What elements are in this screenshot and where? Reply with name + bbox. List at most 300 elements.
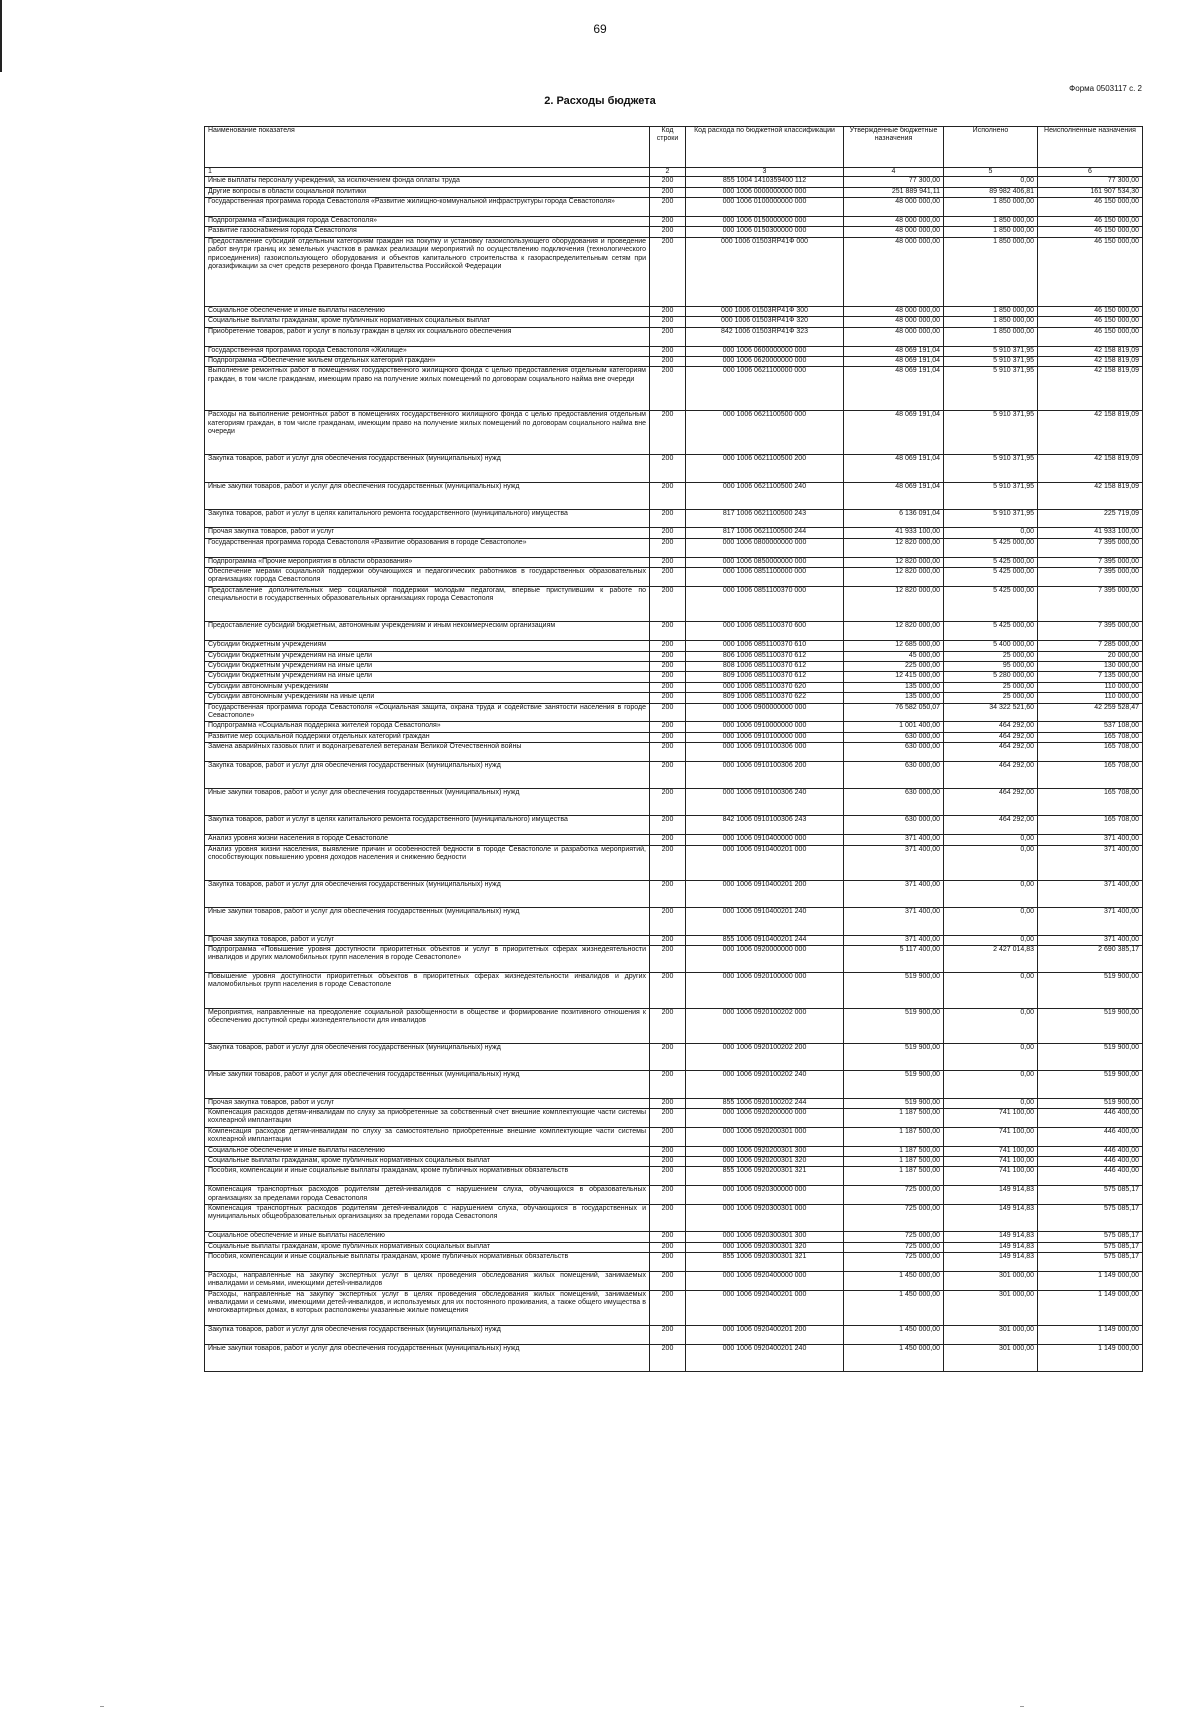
row-executed-cell: 149 914,83 xyxy=(944,1205,1038,1232)
row-unexecuted-cell: 41 933 100,00 xyxy=(1038,528,1143,538)
page-number: 69 xyxy=(593,22,607,36)
header-unexecuted: Неисполненные назначения xyxy=(1038,127,1143,168)
row-approved-cell: 519 900,00 xyxy=(844,1044,944,1071)
row-budget-code-cell: 000 1006 0851100000 000 xyxy=(686,568,844,587)
row-approved-cell: 1 187 500,00 xyxy=(844,1157,944,1167)
row-executed-cell: 301 000,00 xyxy=(944,1290,1038,1326)
row-budget-code-cell: 000 1006 0910000000 000 xyxy=(686,722,844,732)
row-executed-cell: 0,00 xyxy=(944,835,1038,845)
row-unexecuted-cell: 225 719,09 xyxy=(1038,509,1143,528)
table-row xyxy=(205,187,1143,197)
row-name-cell: Анализ уровня жизни населения в городе Севастополе xyxy=(205,835,650,845)
table-row xyxy=(205,1271,1143,1290)
row-approved-cell: 630 000,00 xyxy=(844,761,944,788)
row-unexecuted-cell: 1 149 000,00 xyxy=(1038,1271,1143,1290)
row-name-cell: Закупка товаров, работ и услуг в целях капитального ремонта государственного (муниципального) имущества xyxy=(205,509,650,528)
row-budget-code-cell: 000 1006 0920300301 000 xyxy=(686,1205,844,1232)
row-budget-code-cell: 000 1006 0910400201 200 xyxy=(686,881,844,908)
row-unexecuted-cell: 46 150 000,00 xyxy=(1038,306,1143,316)
scan-mark xyxy=(100,1706,104,1707)
row-executed-cell: 5 910 371,95 xyxy=(944,509,1038,528)
row-name-cell: Прочая закупка товаров, работ и услуг xyxy=(205,1098,650,1108)
row-approved-cell: 41 933 100,00 xyxy=(844,528,944,538)
row-budget-code-cell: 817 1006 0621100500 243 xyxy=(686,509,844,528)
row-unexecuted-cell: 42 158 819,09 xyxy=(1038,356,1143,366)
table-row xyxy=(205,586,1143,622)
row-line-code-cell: 200 xyxy=(650,346,686,356)
row-unexecuted-cell: 371 400,00 xyxy=(1038,935,1143,945)
row-unexecuted-cell: 46 150 000,00 xyxy=(1038,237,1143,306)
row-executed-cell: 5 910 371,95 xyxy=(944,367,1038,411)
row-executed-cell: 25 000,00 xyxy=(944,682,1038,692)
row-budget-code-cell: 000 1006 0920200301 300 xyxy=(686,1146,844,1156)
row-approved-cell: 1 187 500,00 xyxy=(844,1167,944,1186)
row-budget-code-cell: 855 1006 0920300301 321 xyxy=(686,1252,844,1271)
row-approved-cell: 135 000,00 xyxy=(844,682,944,692)
column-number: 5 xyxy=(944,168,1038,177)
row-budget-code-cell: 000 1006 0851100370 620 xyxy=(686,682,844,692)
row-budget-code-cell: 000 1006 0621100000 000 xyxy=(686,367,844,411)
row-approved-cell: 48 069 191,04 xyxy=(844,411,944,455)
row-approved-cell: 12 685 000,00 xyxy=(844,641,944,651)
row-budget-code-cell: 806 1006 0851100370 612 xyxy=(686,651,844,661)
row-approved-cell: 5 117 400,00 xyxy=(844,945,944,972)
header-approved: Утвержденные бюджетные назначения xyxy=(844,127,944,168)
row-approved-cell: 725 000,00 xyxy=(844,1205,944,1232)
row-executed-cell: 0,00 xyxy=(944,1008,1038,1044)
row-budget-code-cell: 000 1006 0920400201 200 xyxy=(686,1326,844,1345)
row-line-code-cell: 200 xyxy=(650,1127,686,1146)
row-name-cell: Замена аварийных газовых плит и водонагревателей ветеранам Великой Отечественной войны xyxy=(205,743,650,762)
row-approved-cell: 371 400,00 xyxy=(844,881,944,908)
row-approved-cell: 519 900,00 xyxy=(844,1071,944,1098)
table-row xyxy=(205,693,1143,703)
row-unexecuted-cell: 42 158 819,09 xyxy=(1038,482,1143,509)
row-executed-cell: 741 100,00 xyxy=(944,1127,1038,1146)
row-name-cell: Иные выплаты персоналу учреждений, за исключением фонда оплаты труда xyxy=(205,177,650,187)
row-line-code-cell: 200 xyxy=(650,227,686,237)
row-budget-code-cell: 000 1006 0150000000 000 xyxy=(686,216,844,226)
row-name-cell: Подпрограмма «Прочие мероприятия в области образования» xyxy=(205,557,650,567)
row-name-cell: Прочая закупка товаров, работ и услуг xyxy=(205,528,650,538)
row-approved-cell: 1 187 500,00 xyxy=(844,1127,944,1146)
row-approved-cell: 48 000 000,00 xyxy=(844,216,944,226)
row-executed-cell: 149 914,83 xyxy=(944,1252,1038,1271)
row-budget-code-cell: 000 1006 0851100370 000 xyxy=(686,586,844,622)
table-row xyxy=(205,1098,1143,1108)
row-approved-cell: 725 000,00 xyxy=(844,1252,944,1271)
row-line-code-cell: 200 xyxy=(650,682,686,692)
row-unexecuted-cell: 519 900,00 xyxy=(1038,1098,1143,1108)
header-budget-code: Код расхода по бюджетной классификации xyxy=(686,127,844,168)
table-row xyxy=(205,1167,1143,1186)
row-approved-cell: 12 820 000,00 xyxy=(844,622,944,641)
row-executed-cell: 25 000,00 xyxy=(944,651,1038,661)
table-row xyxy=(205,177,1143,187)
row-unexecuted-cell: 519 900,00 xyxy=(1038,1044,1143,1071)
row-name-cell: Государственная программа города Севастополя «Жилище» xyxy=(205,346,650,356)
row-line-code-cell: 200 xyxy=(650,693,686,703)
row-name-cell: Пособия, компенсации и иные социальные выплаты гражданам, кроме публичных нормативных обязательств xyxy=(205,1252,650,1271)
row-executed-cell: 5 910 371,95 xyxy=(944,455,1038,482)
scan-mark xyxy=(1020,1706,1024,1707)
row-budget-code-cell: 000 1006 0850000000 000 xyxy=(686,557,844,567)
row-approved-cell: 48 069 191,04 xyxy=(844,346,944,356)
row-line-code-cell: 200 xyxy=(650,835,686,845)
table-row xyxy=(205,455,1143,482)
table-row xyxy=(205,538,1143,557)
table-row xyxy=(205,1252,1143,1271)
table-row xyxy=(205,1109,1143,1128)
budget-expenses-table xyxy=(204,126,1143,1372)
row-name-cell: Субсидии бюджетным учреждениям xyxy=(205,641,650,651)
row-name-cell: Закупка товаров, работ и услуг для обеспечения государственных (муниципальных) нужд xyxy=(205,455,650,482)
row-approved-cell: 48 000 000,00 xyxy=(844,317,944,327)
row-executed-cell: 5 425 000,00 xyxy=(944,557,1038,567)
table-row xyxy=(205,227,1143,237)
row-name-cell: Компенсация транспортных расходов родителям детей-инвалидов с нарушением слуха, обучающихся в образовательных организациях за пределами города Севастополя xyxy=(205,1186,650,1205)
row-unexecuted-cell: 165 708,00 xyxy=(1038,732,1143,742)
row-budget-code-cell: 000 1006 0920000000 000 xyxy=(686,945,844,972)
row-approved-cell: 1 450 000,00 xyxy=(844,1344,944,1371)
row-name-cell: Субсидии бюджетным учреждениям на иные цели xyxy=(205,672,650,682)
row-approved-cell: 76 582 050,07 xyxy=(844,703,944,722)
row-line-code-cell: 200 xyxy=(650,641,686,651)
table-row xyxy=(205,1232,1143,1242)
row-line-code-cell: 200 xyxy=(650,662,686,672)
row-name-cell: Государственная программа города Севастополя «Развитие жилищно-коммунальной инфраструктуры города Севастополя» xyxy=(205,198,650,217)
row-budget-code-cell: 000 1006 0851100370 610 xyxy=(686,641,844,651)
row-unexecuted-cell: 42 158 819,09 xyxy=(1038,346,1143,356)
row-name-cell: Субсидии автономным учреждениям xyxy=(205,682,650,692)
row-approved-cell: 12 820 000,00 xyxy=(844,568,944,587)
row-line-code-cell: 200 xyxy=(650,1205,686,1232)
row-unexecuted-cell: 165 708,00 xyxy=(1038,789,1143,816)
row-unexecuted-cell: 1 149 000,00 xyxy=(1038,1344,1143,1371)
row-approved-cell: 725 000,00 xyxy=(844,1232,944,1242)
row-unexecuted-cell: 371 400,00 xyxy=(1038,908,1143,935)
row-unexecuted-cell: 77 300,00 xyxy=(1038,177,1143,187)
row-line-code-cell: 200 xyxy=(650,177,686,187)
row-name-cell: Анализ уровня жизни населения, выявление причин и особенностей бедности в городе Севастополе и разработка мероприятий, способствующих повышению уровня доходов населения и снижению бедности xyxy=(205,845,650,881)
row-budget-code-cell: 000 1006 0100000000 000 xyxy=(686,198,844,217)
row-executed-cell: 301 000,00 xyxy=(944,1326,1038,1345)
row-budget-code-cell: 000 1006 01503RP41Ф 000 xyxy=(686,237,844,306)
table-row xyxy=(205,935,1143,945)
row-line-code-cell: 200 xyxy=(650,1098,686,1108)
row-approved-cell: 225 000,00 xyxy=(844,662,944,672)
row-line-code-cell: 200 xyxy=(650,198,686,217)
row-name-cell: Иные закупки товаров, работ и услуг для обеспечения государственных (муниципальных) нужд xyxy=(205,1071,650,1098)
row-approved-cell: 371 400,00 xyxy=(844,845,944,881)
row-line-code-cell: 200 xyxy=(650,509,686,528)
row-unexecuted-cell: 371 400,00 xyxy=(1038,845,1143,881)
row-name-cell: Субсидии бюджетным учреждениям на иные цели xyxy=(205,662,650,672)
table-row xyxy=(205,789,1143,816)
row-budget-code-cell: 000 1006 0920400201 000 xyxy=(686,1290,844,1326)
row-line-code-cell: 200 xyxy=(650,1344,686,1371)
row-name-cell: Другие вопросы в области социальной политики xyxy=(205,187,650,197)
row-approved-cell: 48 000 000,00 xyxy=(844,237,944,306)
row-unexecuted-cell: 42 158 819,09 xyxy=(1038,411,1143,455)
row-budget-code-cell: 000 1006 0621100500 240 xyxy=(686,482,844,509)
row-name-cell: Субсидии бюджетным учреждениям на иные цели xyxy=(205,651,650,661)
row-approved-cell: 12 415 000,00 xyxy=(844,672,944,682)
row-line-code-cell: 200 xyxy=(650,1044,686,1071)
row-budget-code-cell: 000 1006 0600000000 000 xyxy=(686,346,844,356)
header-executed: Исполнено xyxy=(944,127,1038,168)
row-executed-cell: 741 100,00 xyxy=(944,1157,1038,1167)
row-line-code-cell: 200 xyxy=(650,1186,686,1205)
row-executed-cell: 464 292,00 xyxy=(944,722,1038,732)
row-budget-code-cell: 000 1006 0851100370 600 xyxy=(686,622,844,641)
row-budget-code-cell: 809 1006 0851100370 612 xyxy=(686,672,844,682)
row-approved-cell: 48 000 000,00 xyxy=(844,198,944,217)
row-executed-cell: 0,00 xyxy=(944,881,1038,908)
row-executed-cell: 1 850 000,00 xyxy=(944,317,1038,327)
row-budget-code-cell: 842 1006 01503RP41Ф 323 xyxy=(686,327,844,346)
row-unexecuted-cell: 130 000,00 xyxy=(1038,662,1143,672)
row-executed-cell: 1 850 000,00 xyxy=(944,306,1038,316)
row-unexecuted-cell: 446 400,00 xyxy=(1038,1167,1143,1186)
row-line-code-cell: 200 xyxy=(650,789,686,816)
row-executed-cell: 5 425 000,00 xyxy=(944,622,1038,641)
row-budget-code-cell: 000 1006 0900000000 000 xyxy=(686,703,844,722)
row-approved-cell: 725 000,00 xyxy=(844,1242,944,1252)
row-line-code-cell: 200 xyxy=(650,651,686,661)
row-executed-cell: 149 914,83 xyxy=(944,1186,1038,1205)
row-name-cell: Подпрограмма «Обеспечение жильем отдельных категорий граждан» xyxy=(205,356,650,366)
table-row xyxy=(205,1290,1143,1326)
row-line-code-cell: 200 xyxy=(650,586,686,622)
column-number-row xyxy=(205,168,1143,177)
row-unexecuted-cell: 575 085,17 xyxy=(1038,1205,1143,1232)
row-budget-code-cell: 000 1006 0910400201 000 xyxy=(686,845,844,881)
row-name-cell: Предоставление субсидий отдельным категориям граждан на покупку и установку газоиспользующего оборудования и проведение работ внутри границ их земельных участков в рамках реализации мероприятий по осуществлению подключения (технологического присоединения) газоиспользующего оборудования и объектов капитального строительства к газораспределительным сетям при догазификации за счет средств резервного фонда Правительства Российской Федерации xyxy=(205,237,650,306)
row-name-cell: Социальные выплаты гражданам, кроме публичных нормативных социальных выплат xyxy=(205,1242,650,1252)
row-line-code-cell: 200 xyxy=(650,1242,686,1252)
row-unexecuted-cell: 519 900,00 xyxy=(1038,973,1143,1009)
row-line-code-cell: 200 xyxy=(650,1271,686,1290)
row-executed-cell: 25 000,00 xyxy=(944,693,1038,703)
column-number: 6 xyxy=(1038,168,1143,177)
row-line-code-cell: 200 xyxy=(650,317,686,327)
row-executed-cell: 5 910 371,95 xyxy=(944,411,1038,455)
row-unexecuted-cell: 165 708,00 xyxy=(1038,816,1143,835)
row-unexecuted-cell: 7 395 000,00 xyxy=(1038,622,1143,641)
row-budget-code-cell: 000 1006 01503RP41Ф 320 xyxy=(686,317,844,327)
row-budget-code-cell: 000 1006 0920200301 320 xyxy=(686,1157,844,1167)
row-executed-cell: 5 425 000,00 xyxy=(944,538,1038,557)
row-unexecuted-cell: 446 400,00 xyxy=(1038,1157,1143,1167)
row-budget-code-cell: 000 1006 0620000000 000 xyxy=(686,356,844,366)
row-unexecuted-cell: 20 000,00 xyxy=(1038,651,1143,661)
table-row xyxy=(205,1127,1143,1146)
form-code: Форма 0503117 с. 2 xyxy=(1069,84,1142,93)
row-line-code-cell: 200 xyxy=(650,908,686,935)
row-executed-cell: 1 850 000,00 xyxy=(944,227,1038,237)
row-approved-cell: 371 400,00 xyxy=(844,935,944,945)
row-executed-cell: 464 292,00 xyxy=(944,789,1038,816)
row-line-code-cell: 200 xyxy=(650,1290,686,1326)
row-approved-cell: 519 900,00 xyxy=(844,973,944,1009)
row-executed-cell: 301 000,00 xyxy=(944,1344,1038,1371)
document-title: 2. Расходы бюджета xyxy=(544,95,656,107)
row-approved-cell: 48 000 000,00 xyxy=(844,327,944,346)
row-name-cell: Развитие мер социальной поддержки отдельных категорий граждан xyxy=(205,732,650,742)
table-row xyxy=(205,1186,1143,1205)
column-number: 3 xyxy=(686,168,844,177)
table-row xyxy=(205,945,1143,972)
row-unexecuted-cell: 2 690 385,17 xyxy=(1038,945,1143,972)
table-row xyxy=(205,1157,1143,1167)
row-unexecuted-cell: 371 400,00 xyxy=(1038,881,1143,908)
table-row xyxy=(205,662,1143,672)
row-line-code-cell: 200 xyxy=(650,935,686,945)
row-line-code-cell: 200 xyxy=(650,306,686,316)
row-line-code-cell: 200 xyxy=(650,356,686,366)
row-name-cell: Социальные выплаты гражданам, кроме публичных нормативных социальных выплат xyxy=(205,1157,650,1167)
table-row xyxy=(205,528,1143,538)
table-body xyxy=(205,177,1143,1372)
table-row xyxy=(205,845,1143,881)
row-executed-cell: 464 292,00 xyxy=(944,816,1038,835)
row-approved-cell: 48 069 191,04 xyxy=(844,356,944,366)
row-line-code-cell: 200 xyxy=(650,1167,686,1186)
row-approved-cell: 630 000,00 xyxy=(844,789,944,816)
table-row xyxy=(205,356,1143,366)
row-name-cell: Иные закупки товаров, работ и услуг для обеспечения государственных (муниципальных) нужд xyxy=(205,1344,650,1371)
row-name-cell: Социальное обеспечение и иные выплаты населению xyxy=(205,1146,650,1156)
row-unexecuted-cell: 46 150 000,00 xyxy=(1038,317,1143,327)
table-row xyxy=(205,306,1143,316)
row-name-cell: Развитие газоснабжения города Севастополя xyxy=(205,227,650,237)
row-approved-cell: 135 000,00 xyxy=(844,693,944,703)
row-executed-cell: 464 292,00 xyxy=(944,743,1038,762)
row-budget-code-cell: 000 1006 0910100306 000 xyxy=(686,743,844,762)
row-executed-cell: 1 850 000,00 xyxy=(944,198,1038,217)
row-line-code-cell: 200 xyxy=(650,1109,686,1128)
row-approved-cell: 1 450 000,00 xyxy=(844,1290,944,1326)
row-name-cell: Обеспечение мерами социальной поддержки обучающихся и педагогических работников в государственных образовательных организациях города Севастополя xyxy=(205,568,650,587)
row-name-cell: Иные закупки товаров, работ и услуг для обеспечения государственных (муниципальных) нужд xyxy=(205,789,650,816)
table-row xyxy=(205,327,1143,346)
row-unexecuted-cell: 575 085,17 xyxy=(1038,1232,1143,1242)
row-executed-cell: 0,00 xyxy=(944,177,1038,187)
row-line-code-cell: 200 xyxy=(650,187,686,197)
row-line-code-cell: 200 xyxy=(650,482,686,509)
row-budget-code-cell: 000 1006 0920200000 000 xyxy=(686,1109,844,1128)
row-budget-code-cell: 000 1006 0910100306 200 xyxy=(686,761,844,788)
row-unexecuted-cell: 7 135 000,00 xyxy=(1038,672,1143,682)
row-name-cell: Повышение уровня доступности приоритетных объектов в приоритетных сферах жизнедеятельности инвалидов и других маломобильных групп населения в городе Севастополе xyxy=(205,973,650,1009)
row-budget-code-cell: 000 1006 0920100000 000 xyxy=(686,973,844,1009)
row-name-cell: Социальное обеспечение и иные выплаты населению xyxy=(205,306,650,316)
row-unexecuted-cell: 371 400,00 xyxy=(1038,835,1143,845)
row-executed-cell: 0,00 xyxy=(944,845,1038,881)
row-executed-cell: 5 400 000,00 xyxy=(944,641,1038,651)
row-name-cell: Социальное обеспечение и иные выплаты населению xyxy=(205,1232,650,1242)
row-executed-cell: 89 982 406,81 xyxy=(944,187,1038,197)
row-approved-cell: 77 300,00 xyxy=(844,177,944,187)
row-name-cell: Закупка товаров, работ и услуг в целях капитального ремонта государственного (муниципального) имущества xyxy=(205,816,650,835)
row-name-cell: Подпрограмма «Социальная поддержка жителей города Севастополя» xyxy=(205,722,650,732)
row-name-cell: Социальные выплаты гражданам, кроме публичных нормативных социальных выплат xyxy=(205,317,650,327)
row-unexecuted-cell: 46 150 000,00 xyxy=(1038,198,1143,217)
row-unexecuted-cell: 46 150 000,00 xyxy=(1038,327,1143,346)
row-unexecuted-cell: 7 395 000,00 xyxy=(1038,586,1143,622)
row-budget-code-cell: 000 1006 01503RP41Ф 300 xyxy=(686,306,844,316)
row-line-code-cell: 200 xyxy=(650,367,686,411)
table-row xyxy=(205,703,1143,722)
row-unexecuted-cell: 575 085,17 xyxy=(1038,1252,1143,1271)
row-executed-cell: 0,00 xyxy=(944,935,1038,945)
row-name-cell: Иные закупки товаров, работ и услуг для обеспечения государственных (муниципальных) нужд xyxy=(205,482,650,509)
row-line-code-cell: 200 xyxy=(650,732,686,742)
row-line-code-cell: 200 xyxy=(650,622,686,641)
table-row xyxy=(205,816,1143,835)
row-executed-cell: 0,00 xyxy=(944,1098,1038,1108)
row-line-code-cell: 200 xyxy=(650,703,686,722)
row-name-cell: Подпрограмма «Повышение уровня доступности приоритетных объектов и услуг в приоритетных сферах жизнедеятельности инвалидов и других маломобильных групп населения в городе Севастополе» xyxy=(205,945,650,972)
row-approved-cell: 1 187 500,00 xyxy=(844,1146,944,1156)
column-number: 2 xyxy=(650,168,686,177)
row-unexecuted-cell: 7 395 000,00 xyxy=(1038,557,1143,567)
row-budget-code-cell: 842 1006 0910100306 243 xyxy=(686,816,844,835)
row-line-code-cell: 200 xyxy=(650,845,686,881)
table-row xyxy=(205,622,1143,641)
row-line-code-cell: 200 xyxy=(650,1252,686,1271)
row-executed-cell: 5 910 371,95 xyxy=(944,356,1038,366)
row-name-cell: Иные закупки товаров, работ и услуг для обеспечения государственных (муниципальных) нужд xyxy=(205,908,650,935)
row-name-cell: Закупка товаров, работ и услуг для обеспечения государственных (муниципальных) нужд xyxy=(205,1044,650,1071)
row-unexecuted-cell: 537 108,00 xyxy=(1038,722,1143,732)
row-unexecuted-cell: 110 000,00 xyxy=(1038,682,1143,692)
row-line-code-cell: 200 xyxy=(650,237,686,306)
row-budget-code-cell: 000 1006 0920400000 000 xyxy=(686,1271,844,1290)
row-unexecuted-cell: 161 907 534,30 xyxy=(1038,187,1143,197)
table-row xyxy=(205,198,1143,217)
row-name-cell: Государственная программа города Севастополя «Социальная защита, охрана труда и содействие занятости населения в городе Севастополе» xyxy=(205,703,650,722)
table-row xyxy=(205,732,1143,742)
row-line-code-cell: 200 xyxy=(650,216,686,226)
table-row xyxy=(205,722,1143,732)
row-unexecuted-cell: 110 000,00 xyxy=(1038,693,1143,703)
row-executed-cell: 741 100,00 xyxy=(944,1167,1038,1186)
column-number: 1 xyxy=(205,168,650,177)
row-name-cell: Выполнение ремонтных работ в помещениях государственного жилищного фонда с целью предоставления отдельным категориям граждан, в том числе гражданам, имеющим право на получение жилых помещений по договорам социального найма вне очереди xyxy=(205,367,650,411)
row-unexecuted-cell: 446 400,00 xyxy=(1038,1146,1143,1156)
row-approved-cell: 725 000,00 xyxy=(844,1186,944,1205)
row-budget-code-cell: 000 1006 0920400201 240 xyxy=(686,1344,844,1371)
row-name-cell: Расходы на выполнение ремонтных работ в помещениях государственного жилищного фонда с целью предоставления отдельным категориям граждан, в том числе гражданам, имеющим право на получение жилых помещений по договорам социального найма вне очереди xyxy=(205,411,650,455)
row-line-code-cell: 200 xyxy=(650,945,686,972)
row-approved-cell: 1 450 000,00 xyxy=(844,1326,944,1345)
row-unexecuted-cell: 1 149 000,00 xyxy=(1038,1326,1143,1345)
row-name-cell: Мероприятия, направленные на преодоление социальной разобщенности в обществе и формирование позитивного отношения к обеспечению доступной среды жизнедеятельности для инвалидов xyxy=(205,1008,650,1044)
row-executed-cell: 1 850 000,00 xyxy=(944,216,1038,226)
row-approved-cell: 519 900,00 xyxy=(844,1008,944,1044)
row-executed-cell: 1 850 000,00 xyxy=(944,237,1038,306)
row-unexecuted-cell: 42 259 528,47 xyxy=(1038,703,1143,722)
row-budget-code-cell: 000 1006 0150300000 000 xyxy=(686,227,844,237)
row-budget-code-cell: 000 1006 0910100000 000 xyxy=(686,732,844,742)
row-unexecuted-cell: 519 900,00 xyxy=(1038,1008,1143,1044)
row-approved-cell: 1 001 400,00 xyxy=(844,722,944,732)
row-name-cell: Закупка товаров, работ и услуг для обеспечения государственных (муниципальных) нужд xyxy=(205,1326,650,1345)
row-executed-cell: 5 910 371,95 xyxy=(944,482,1038,509)
table-row xyxy=(205,835,1143,845)
